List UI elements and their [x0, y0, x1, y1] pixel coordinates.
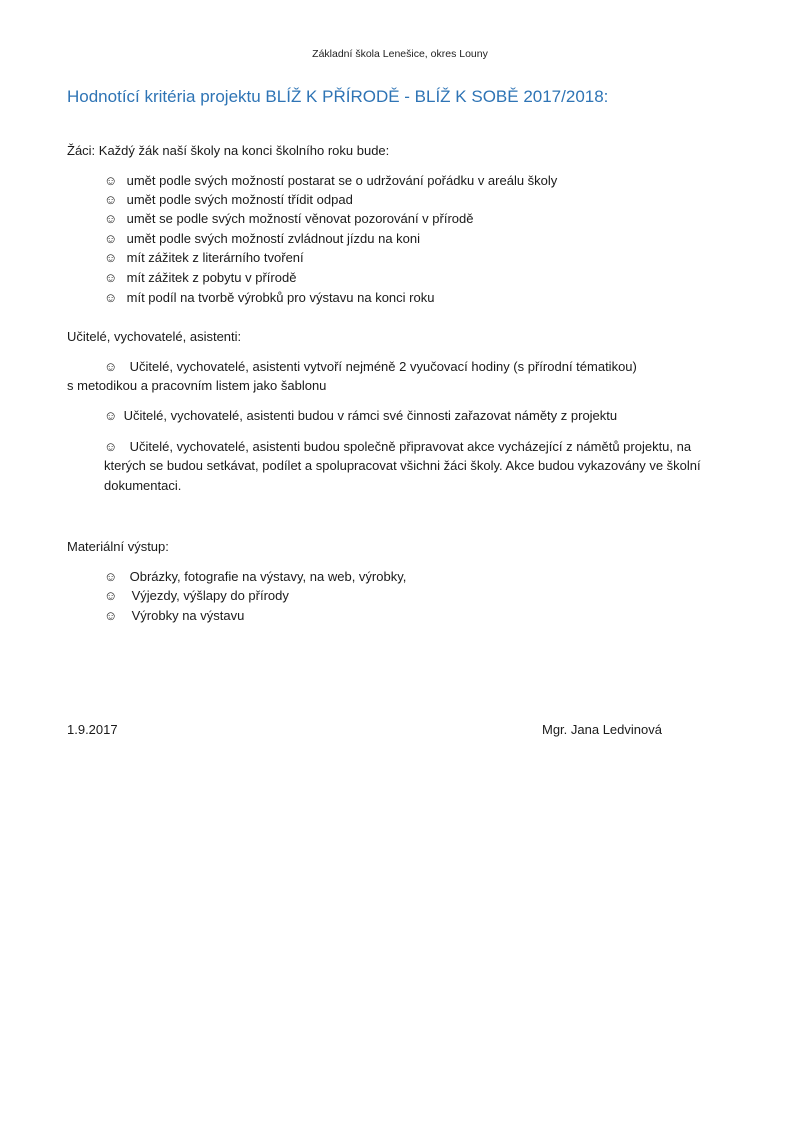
teachers-item-3-continuation: kterých se budou setkávat, podílet a spolupracovat všichni žáci školy. Akce budou vykazovány ve školní	[104, 458, 701, 473]
list-item	[104, 248, 304, 267]
list-item-text: umět podle svých možností třídit odpad	[126, 192, 353, 207]
document-date: 1.9.2017	[67, 722, 118, 737]
list-item	[104, 229, 420, 248]
list-item-text: mít zážitek z pobytu v přírodě	[126, 270, 297, 285]
document-author: Mgr. Jana Ledvinová	[542, 722, 662, 737]
smiley-icon: ☺	[104, 439, 118, 454]
list-item	[104, 586, 289, 605]
smiley-icon: ☺	[104, 359, 118, 374]
list-item	[104, 209, 473, 228]
smiley-icon: ☺	[104, 173, 118, 188]
list-item	[104, 288, 434, 307]
list-item-text: Výrobky na výstavu	[131, 608, 245, 623]
smiley-icon: ☺	[104, 270, 118, 285]
list-item	[104, 567, 406, 586]
list-item-text: umět se podle svých možností věnovat pozorování v přírodě	[126, 211, 474, 226]
list-item	[104, 171, 557, 190]
list-item-text: umět podle svých možností postarat se o udržování pořádku v areálu školy	[126, 173, 558, 188]
list-item	[104, 606, 244, 625]
list-item	[104, 190, 353, 209]
list-item-text: Výjezdy, výšlapy do přírody	[131, 588, 289, 603]
smiley-icon: ☺	[104, 608, 118, 623]
list-item	[104, 268, 296, 287]
list-item-text: Obrázky, fotografie na výstavy, na web, výrobky,	[129, 569, 407, 584]
smiley-icon: ☺	[104, 588, 118, 603]
teachers-item-3	[104, 437, 691, 456]
teachers-item-1	[104, 357, 637, 376]
list-item-text: Učitelé, vychovatelé, asistenti vytvoří nejméně 2 vyučovací hodiny (s přírodní tématikou)	[129, 359, 637, 374]
smiley-icon: ☺	[104, 408, 118, 423]
smiley-icon: ☺	[104, 192, 118, 207]
smiley-icon: ☺	[104, 250, 118, 265]
smiley-icon: ☺	[104, 290, 118, 305]
list-item-text: umět podle svých možností zvládnout jízdu na koni	[126, 231, 421, 246]
smiley-icon: ☺	[104, 231, 118, 246]
output-heading: Materiální výstup:	[67, 539, 169, 554]
list-item-text: mít zážitek z literárního tvoření	[126, 250, 304, 265]
teachers-item-1-continuation: s metodikou a pracovním listem jako šablonu	[67, 378, 327, 393]
smiley-icon: ☺	[104, 569, 118, 584]
school-header: Základní škola Lenešice, okres Louny	[312, 48, 488, 60]
teachers-item-2	[104, 406, 617, 425]
smiley-icon: ☺	[104, 211, 118, 226]
list-item-text: mít podíl na tvorbě výrobků pro výstavu na konci roku	[126, 290, 435, 305]
document-title: Hodnotící kritéria projektu BLÍŽ K PŘÍRODĚ - BLÍŽ K SOBĚ 2017/2018:	[67, 87, 609, 106]
teachers-item-3-continuation: dokumentaci.	[104, 478, 182, 493]
list-item-text: Učitelé, vychovatelé, asistenti budou v rámci své činnosti zařazovat náměty z projektu	[123, 408, 618, 423]
teachers-heading: Učitelé, vychovatelé, asistenti:	[67, 329, 242, 344]
students-intro: Žáci: Každý žák naší školy na konci školního roku bude:	[67, 143, 390, 158]
list-item-text: Učitelé, vychovatelé, asistenti budou společně připravovat akce vycházející z námětů projektu, na	[129, 439, 692, 454]
